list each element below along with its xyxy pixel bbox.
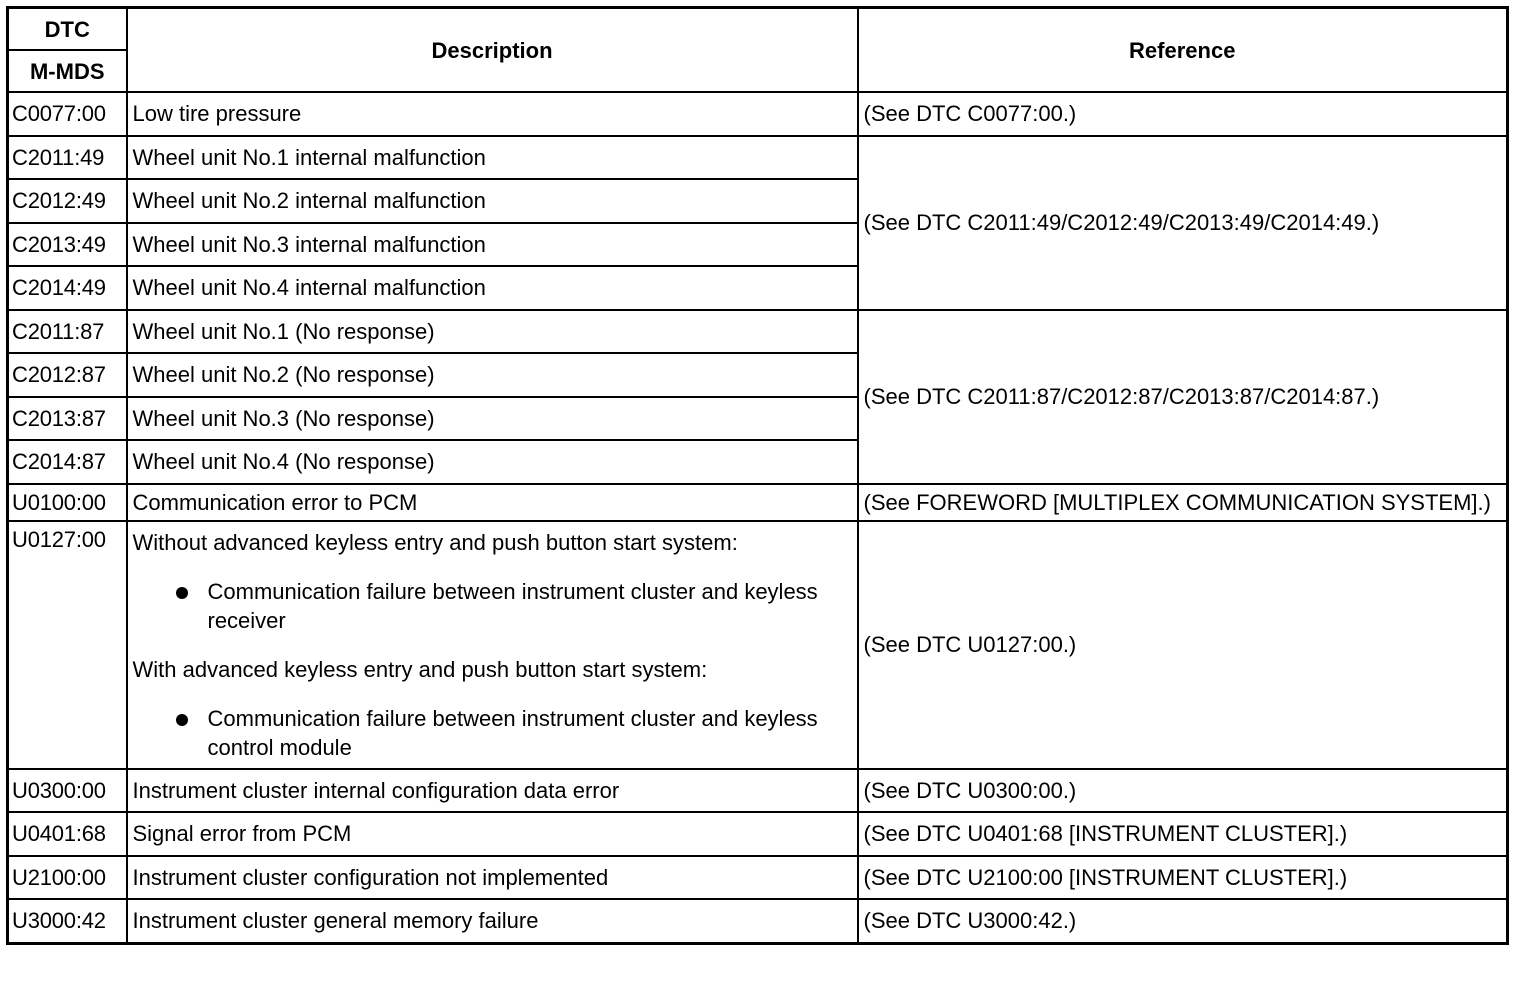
dtc-description: Communication error to PCM	[127, 484, 858, 521]
bullet-list	[133, 577, 852, 635]
table-row	[8, 136, 1508, 180]
dtc-reference: (See DTC C0077:00.)	[858, 92, 1508, 136]
dtc-reference: (See DTC U3000:42.)	[858, 899, 1508, 943]
header-description: Description	[127, 8, 858, 93]
description-intro-with: With advanced keyless entry and push button start system:	[132, 656, 708, 682]
dtc-code: C2014:49	[8, 266, 127, 310]
dtc-description: Wheel unit No.4 internal malfunction	[127, 266, 858, 310]
dtc-description: Wheel unit No.4 (No response)	[127, 440, 858, 484]
dtc-description: Low tire pressure	[127, 92, 858, 136]
dtc-code: U0401:68	[8, 812, 127, 856]
dtc-description: Wheel unit No.2 (No response)	[127, 353, 858, 397]
header-dtc: DTC	[8, 8, 127, 51]
dtc-reference: (See DTC U2100:00 [INSTRUMENT CLUSTER].)	[858, 856, 1508, 900]
table-row	[8, 899, 1508, 943]
dtc-code: U0100:00	[8, 484, 127, 521]
dtc-reference: (See DTC U0127:00.)	[858, 521, 1508, 769]
dtc-reference: (See DTC U0401:68 [INSTRUMENT CLUSTER].)	[858, 812, 1508, 856]
header-reference: Reference	[858, 8, 1508, 93]
bullet-list	[133, 704, 852, 762]
dtc-description: Instrument cluster configuration not implemented	[127, 856, 858, 900]
table-row	[8, 812, 1508, 856]
table-row	[8, 484, 1508, 521]
dtc-reference: (See FOREWORD [MULTIPLEX COMMUNICATION SYSTEM].)	[858, 484, 1508, 521]
dtc-code: U2100:00	[8, 856, 127, 900]
dtc-code: C2013:87	[8, 397, 127, 441]
dtc-code: C0077:00	[8, 92, 127, 136]
dtc-description: Wheel unit No.3 internal malfunction	[127, 223, 858, 267]
dtc-reference: (See DTC U0300:00.)	[858, 769, 1508, 813]
dtc-description: Wheel unit No.1 internal malfunction	[127, 136, 858, 180]
dtc-description	[127, 521, 858, 769]
table-row	[8, 856, 1508, 900]
dtc-code: C2011:87	[8, 310, 127, 354]
dtc-description: Wheel unit No.3 (No response)	[127, 397, 858, 441]
dtc-reference: (See DTC C2011:87/C2012:87/C2013:87/C2014:87.)	[858, 310, 1508, 484]
dtc-description: Wheel unit No.1 (No response)	[127, 310, 858, 354]
dtc-code: U3000:42	[8, 899, 127, 943]
list-item: Communication failure between instrument cluster and keyless control module	[208, 704, 852, 762]
table-row	[8, 92, 1508, 136]
dtc-description: Instrument cluster general memory failure	[127, 899, 858, 943]
dtc-code: C2012:49	[8, 179, 127, 223]
table-row	[8, 310, 1508, 354]
dtc-table	[6, 6, 1509, 945]
dtc-description: Instrument cluster internal configuration data error	[127, 769, 858, 813]
header-mmds: M-MDS	[8, 50, 127, 92]
dtc-description: Signal error from PCM	[127, 812, 858, 856]
dtc-code: C2011:49	[8, 136, 127, 180]
dtc-code: U0300:00	[8, 769, 127, 813]
dtc-code: U0127:00	[8, 521, 127, 769]
table-row	[8, 769, 1508, 813]
description-intro-without: Without advanced keyless entry and push button start system:	[132, 529, 738, 555]
dtc-reference: (See DTC C2011:49/C2012:49/C2013:49/C2014:49.)	[858, 136, 1508, 310]
dtc-description: Wheel unit No.2 internal malfunction	[127, 179, 858, 223]
table-row	[8, 521, 1508, 769]
list-item: Communication failure between instrument cluster and keyless receiver	[208, 577, 852, 635]
dtc-code: C2014:87	[8, 440, 127, 484]
dtc-code: C2012:87	[8, 353, 127, 397]
dtc-code: C2013:49	[8, 223, 127, 267]
